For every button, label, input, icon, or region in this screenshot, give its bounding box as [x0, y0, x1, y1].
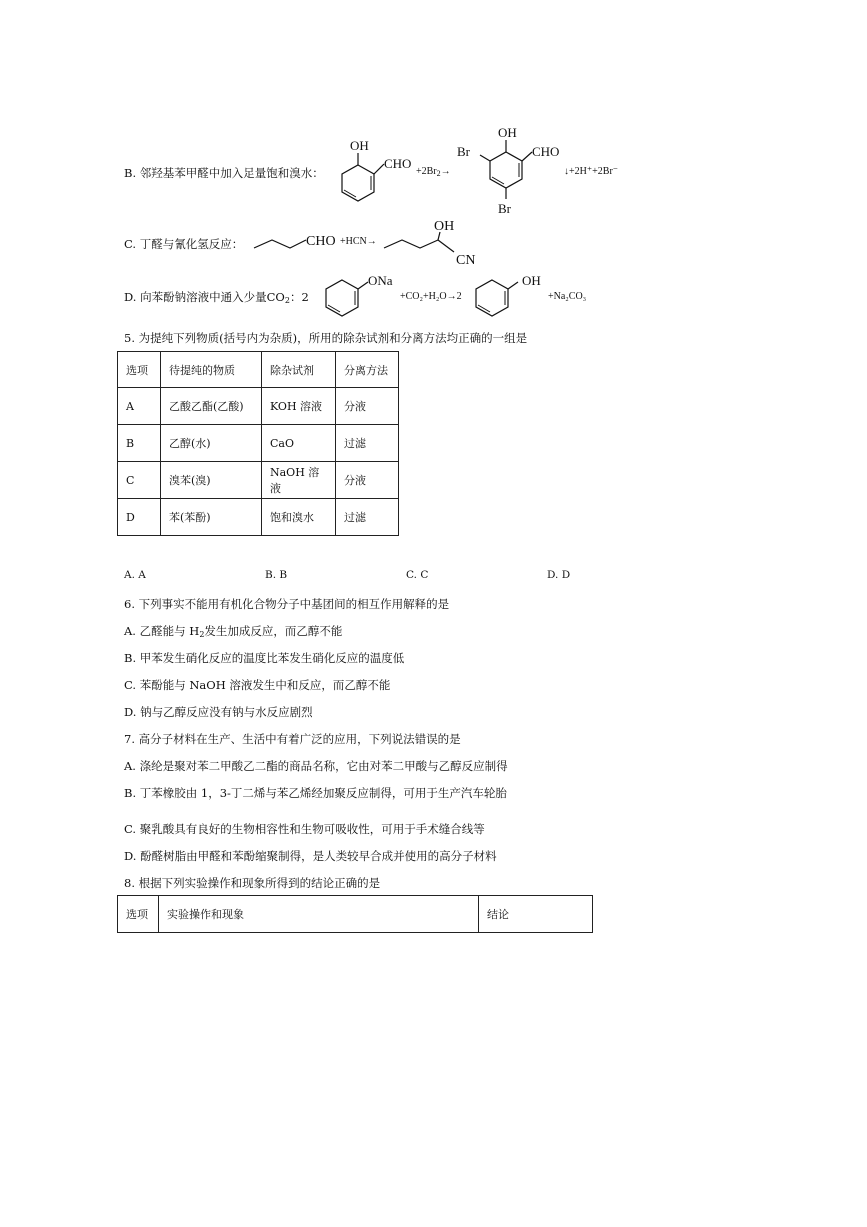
q5-header-cell: 除杂试剂 — [262, 352, 336, 388]
q5-choice-a[interactable]: A. A — [124, 569, 146, 581]
table-cell: C — [118, 462, 161, 499]
table-cell: 过滤 — [336, 499, 399, 536]
q7-option-b[interactable]: B. 丁苯橡胶由 1，3-丁二烯与苯乙烯经加聚反应制得，可用于生产汽车轮胎 — [124, 786, 507, 800]
q4-c-butanal-structure — [250, 228, 342, 254]
q4-b-oh-label: OH — [350, 138, 369, 153]
q4-b-reagent: $+2Br_2\to$ — [416, 166, 451, 178]
q8-header-cell: 选项 — [118, 896, 159, 933]
q5-choice-d[interactable]: D. D — [547, 569, 571, 581]
q4-c-cho-label: CHO — [306, 234, 336, 249]
q4-c-reagent: +HCN→ — [340, 236, 377, 247]
table-cell: B — [118, 425, 161, 462]
q6-option-d[interactable]: D. 钠与乙醇反应没有钠与水反应剧烈 — [124, 705, 313, 719]
q4-b-product-structure — [454, 122, 574, 218]
table-cell: NaOH 溶液 — [262, 462, 336, 499]
q4-b-product-oh-label: OH — [498, 125, 517, 140]
q5-choice-b[interactable]: B. B — [265, 569, 288, 581]
q6-option-a[interactable]: A. 乙醛能与 $H_2$发生加成反应，而乙醇不能 — [124, 624, 343, 639]
q7-option-d[interactable]: D. 酚醛树脂由甲醛和苯酚缩聚制得，是人类较早合成并使用的高分子材料 — [124, 849, 497, 863]
table-row — [118, 388, 399, 425]
q4-d-ona-label: ONa — [368, 273, 393, 288]
q5-header-cell: 待提纯的物质 — [161, 352, 262, 388]
table-row — [118, 499, 399, 536]
table-cell: 苯(苯酚) — [161, 499, 262, 536]
table-cell: CaO — [262, 425, 336, 462]
q7-option-c[interactable]: C. 聚乳酸具有良好的生物相容性和生物可吸收性，可用于手术缝合线等 — [124, 822, 485, 836]
table-cell: 分液 — [336, 462, 399, 499]
q8-header-cell: 实验操作和现象 — [159, 896, 479, 933]
q4-d-oh-label: OH — [522, 273, 541, 288]
q8-table — [117, 895, 593, 933]
table-cell: 分液 — [336, 388, 399, 425]
table-row — [118, 462, 399, 499]
q4-b-products: ↓+2H⁺+2Br⁻ — [564, 166, 619, 177]
q6-option-c[interactable]: C. 苯酚能与 NaOH 溶液发生中和反应，而乙醇不能 — [124, 678, 391, 692]
table-row — [118, 425, 399, 462]
q6-stem: 6. 下列事实不能用有机化合物分子中基团间的相互作用解释的是 — [124, 597, 450, 611]
q7-stem: 7. 高分子材料在生产、生活中有着广泛的应用，下列说法错误的是 — [124, 732, 461, 746]
table-cell: 乙醇(水) — [161, 425, 262, 462]
q4-b-product-cho-label: CHO — [532, 144, 560, 159]
q4-d-phenoxide-structure — [322, 270, 402, 322]
q4-b-br-bottom-label: Br — [498, 201, 511, 216]
q4-b-reactant-structure — [328, 134, 418, 206]
table-cell: KOH 溶液 — [262, 388, 336, 425]
table-cell: 过滤 — [336, 425, 399, 462]
q8-table-header-row — [118, 896, 593, 933]
q4-c-oh-label: OH — [434, 219, 455, 234]
q8-stem: 8. 根据下列实验操作和现象所得到的结论正确的是 — [124, 876, 381, 890]
q6-option-b[interactable]: B. 甲苯发生硝化反应的温度比苯发生硝化反应的温度低 — [124, 651, 405, 665]
q5-stem: 5. 为提纯下列物质(括号内为杂质)，所用的除杂试剂和分离方法均正确的一组是 — [124, 331, 528, 345]
q4-option-b-label: B. 邻羟基苯甲醛中加入足量饱和溴水： — [124, 166, 324, 180]
table-cell: 饱和溴水 — [262, 499, 336, 536]
q8-header-cell: 结论 — [479, 896, 593, 933]
q4-d-phenol-structure — [472, 270, 552, 322]
table-cell: 乙酸乙酯(乙酸) — [161, 388, 262, 425]
q4-option-c-label: C. 丁醛与氰化氢反应： — [124, 237, 244, 251]
q4-d-product: +Na₂CO₃ — [548, 291, 587, 302]
q7-option-a[interactable]: A. 涤纶是聚对苯二甲酸乙二酯的商品名称，它由对苯二甲酸与乙醇反应制得 — [124, 759, 508, 773]
q4-option-d-label: D. 向苯酚钠溶液中通入少量$CO_2$：2 — [124, 290, 309, 305]
table-cell: D — [118, 499, 161, 536]
q4-c-cn-label: CN — [456, 253, 476, 268]
q5-header-cell: 选项 — [118, 352, 161, 388]
table-cell: A — [118, 388, 161, 425]
q5-header-cell: 分离方法 — [336, 352, 399, 388]
q4-c-product-structure — [380, 216, 490, 268]
q5-table-header-row — [118, 352, 399, 388]
q4-b-br-left-label: Br — [457, 144, 470, 159]
q4-d-reagents: +CO₂+H₂O→2 — [400, 291, 462, 302]
table-cell: 溴苯(溴) — [161, 462, 262, 499]
q4-b-cho-label: CHO — [384, 156, 412, 171]
q5-choice-c[interactable]: C. C — [406, 569, 429, 581]
q5-table — [117, 351, 399, 536]
